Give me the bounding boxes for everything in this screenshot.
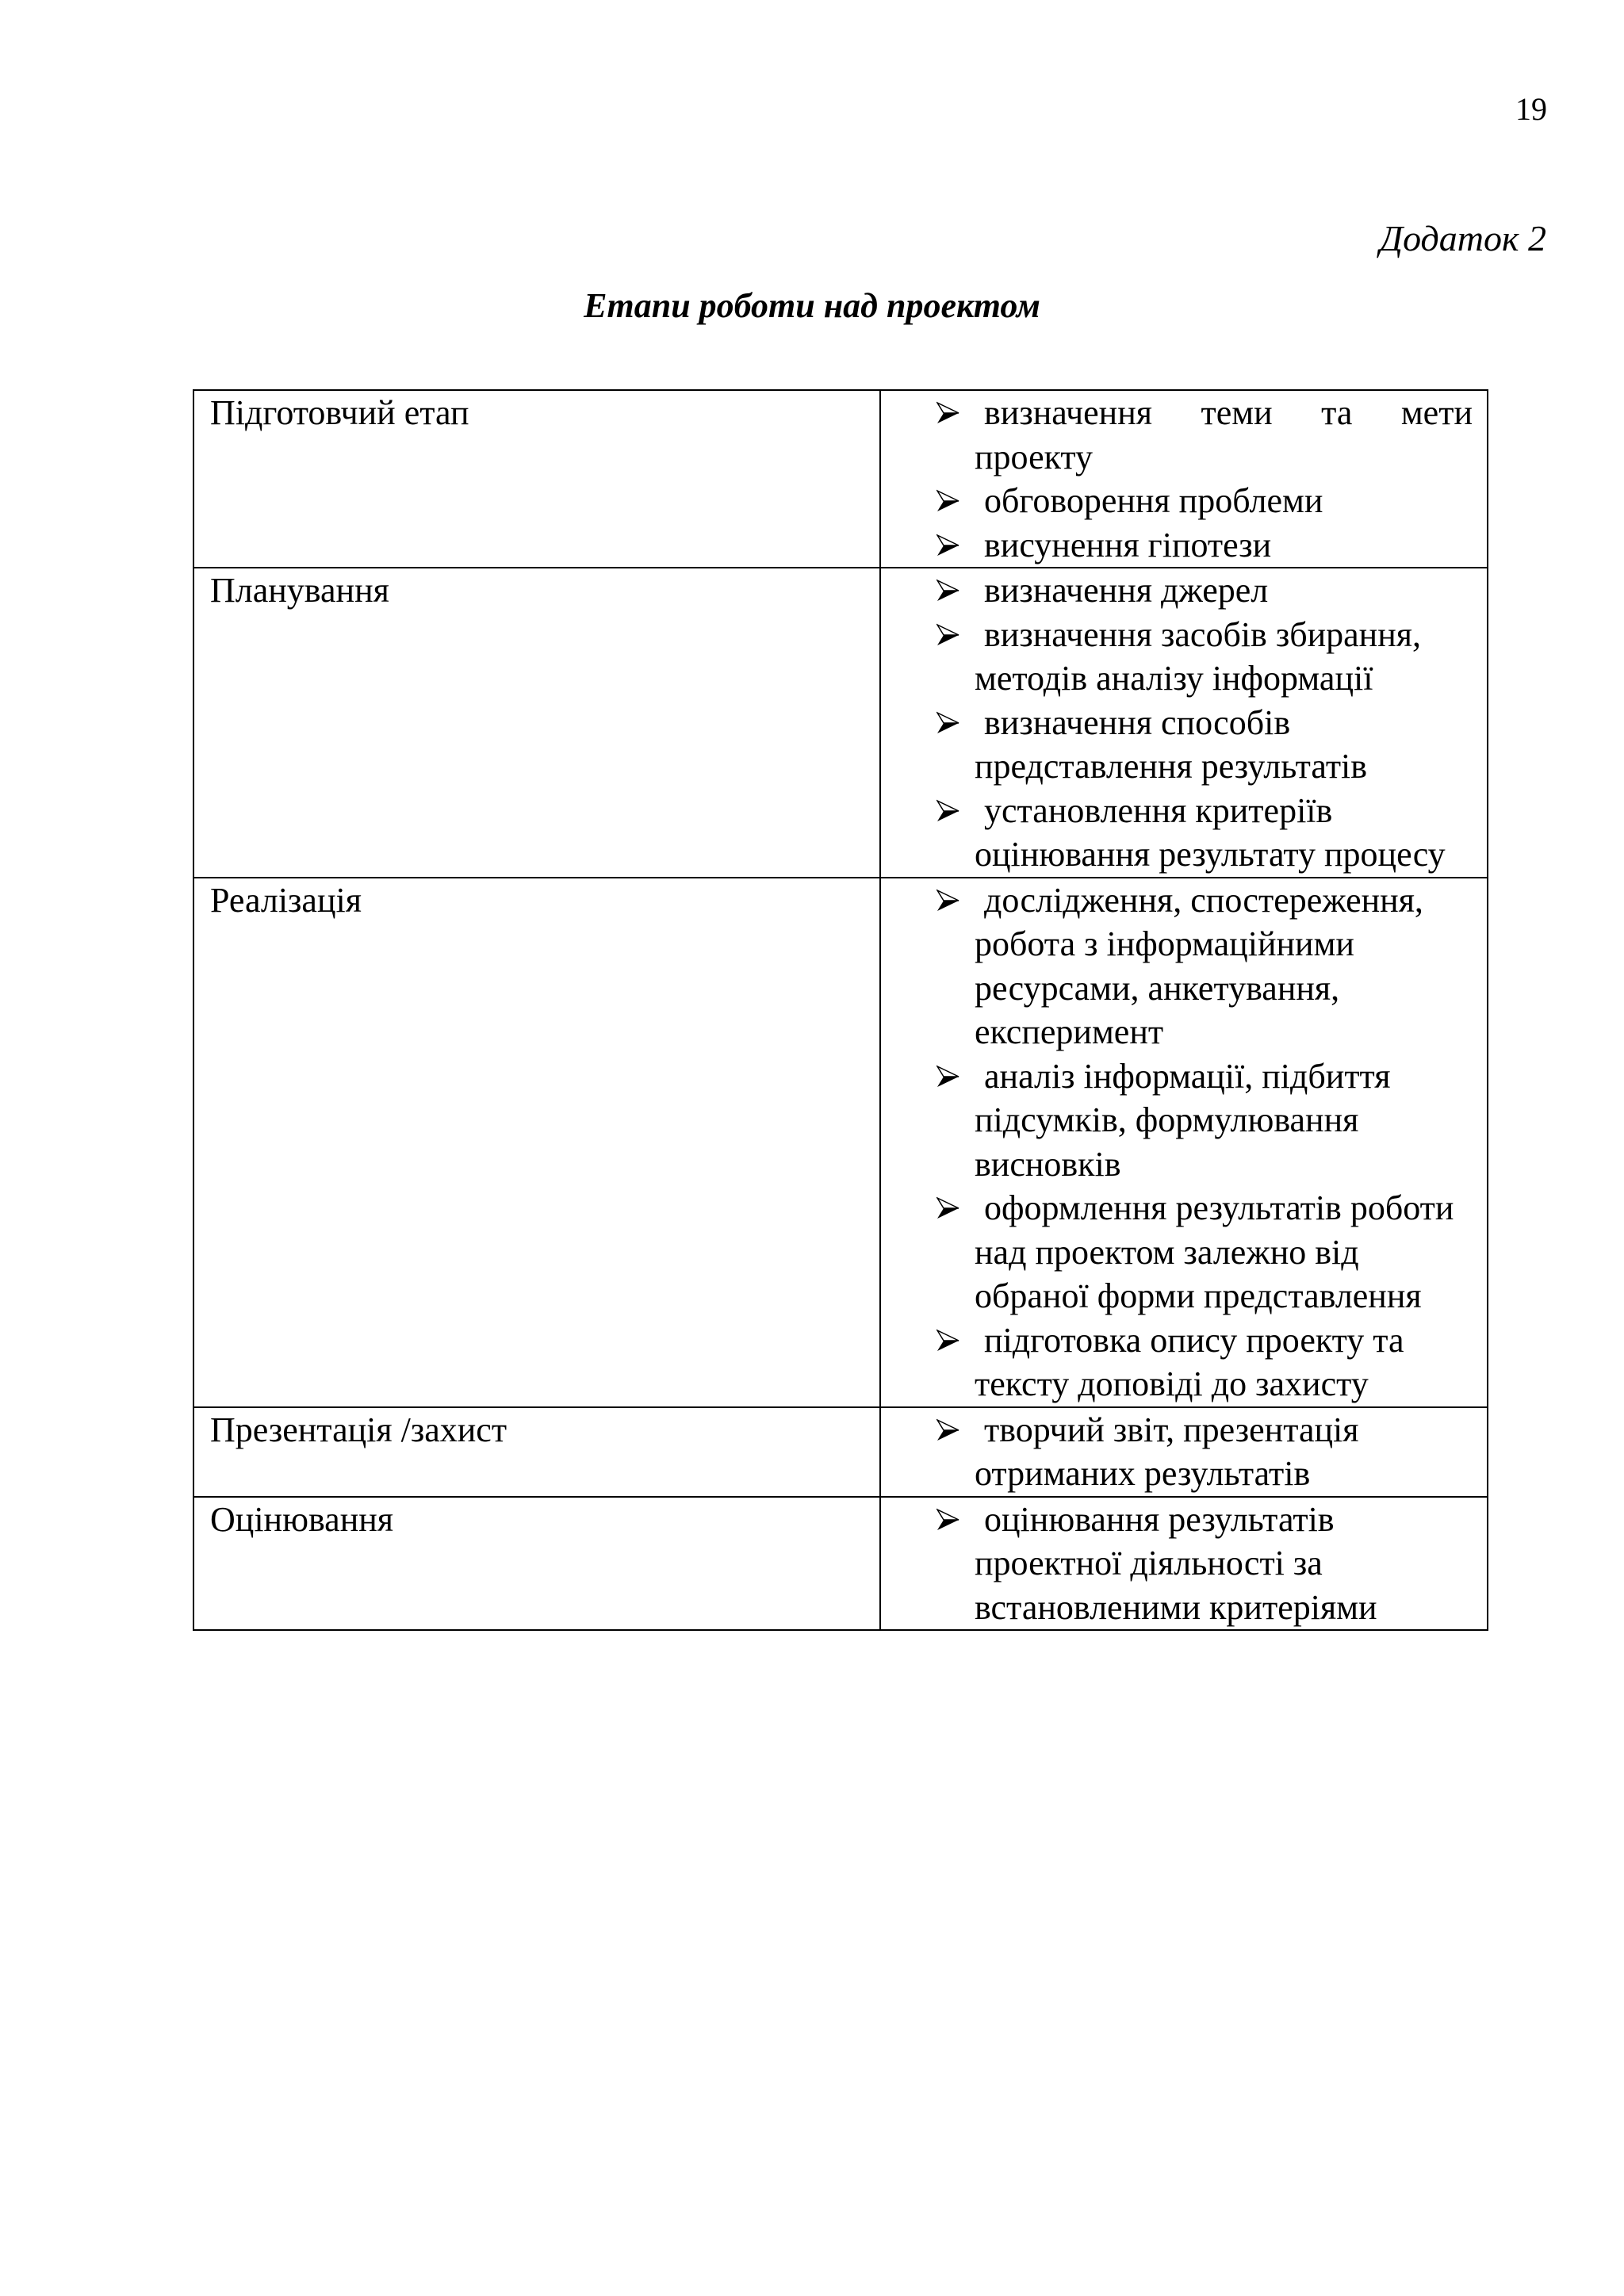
stage-row [193, 1407, 1488, 1497]
stage-row [193, 568, 1488, 878]
action-item [936, 391, 1473, 479]
action-list [936, 1408, 1473, 1496]
action-text: визначення засобів збирання, методів аналізу інформації [975, 614, 1422, 698]
action-item [936, 701, 1473, 789]
project-stages-table [193, 389, 1488, 1631]
arrowhead-bullet-icon [936, 1418, 960, 1442]
action-list [936, 1498, 1473, 1630]
action-list [936, 878, 1473, 1406]
action-item [936, 613, 1473, 701]
arrowhead-bullet-icon [936, 1196, 960, 1220]
action-text: творчий звіт, презентація отриманих результатів [975, 1410, 1359, 1493]
document-title: Етапи роботи над проектом [584, 286, 1040, 325]
action-list [936, 568, 1473, 877]
action-text: визначення теми та мети проекту [975, 393, 1473, 476]
stage-row [193, 878, 1488, 1407]
action-item [936, 523, 1473, 568]
action-item [936, 878, 1473, 1054]
arrowhead-bullet-icon [936, 534, 960, 557]
stage-row [193, 390, 1488, 568]
stage-name-cell [193, 390, 880, 568]
action-text: обговорення проблеми [984, 481, 1323, 520]
arrowhead-bullet-icon [936, 1329, 960, 1353]
stage-actions-cell [880, 878, 1488, 1407]
arrowhead-bullet-icon [936, 489, 960, 513]
project-stages-body [193, 390, 1488, 1630]
action-text: дослідження, спостереження, робота з інформаційними ресурсами, анкетування, експеримент [975, 880, 1423, 1051]
stage-name: Планування [210, 571, 389, 610]
action-item [936, 568, 1473, 613]
stage-actions-cell [880, 568, 1488, 878]
action-item [936, 789, 1473, 877]
action-text: визначення способів представлення результатів [975, 702, 1368, 786]
action-item [936, 1054, 1473, 1187]
stage-name: Підготовчий етап [210, 393, 469, 432]
action-text: визначення джерел [984, 571, 1269, 610]
stage-name: Оцінювання [210, 1499, 394, 1539]
page-number: 19 [1515, 91, 1547, 127]
arrowhead-bullet-icon [936, 1065, 960, 1089]
action-item [936, 479, 1473, 523]
action-text: установлення критеріїв оцінювання результату процесу [975, 790, 1446, 874]
arrowhead-bullet-icon [936, 711, 960, 735]
action-text: оцінювання результатів проектної діяльності за встановленими критеріями [975, 1499, 1377, 1627]
action-item [936, 1186, 1473, 1318]
action-text: висунення гіпотези [984, 525, 1272, 564]
stage-name-cell [193, 1497, 880, 1631]
arrowhead-bullet-icon [936, 1508, 960, 1532]
stage-actions-cell [880, 390, 1488, 568]
action-item [936, 1498, 1473, 1630]
action-item [936, 1318, 1473, 1406]
stage-actions-cell [880, 1407, 1488, 1497]
arrowhead-bullet-icon [936, 799, 960, 823]
action-text: аналіз інформації, підбиття підсумків, формулювання висновків [975, 1056, 1391, 1184]
stage-name: Презентація /захист [210, 1410, 508, 1449]
stage-row [193, 1497, 1488, 1631]
action-text: оформлення результатів роботи над проектом залежно від обраної форми представлення [975, 1188, 1454, 1315]
stage-actions-cell [880, 1497, 1488, 1631]
arrowhead-bullet-icon [936, 889, 960, 913]
action-item [936, 1408, 1473, 1496]
action-list [936, 391, 1473, 567]
stage-name-cell [193, 1407, 880, 1497]
appendix-label: Додаток 2 [1379, 218, 1546, 258]
stage-name: Реалізація [210, 880, 362, 920]
stage-name-cell [193, 878, 880, 1407]
arrowhead-bullet-icon [936, 579, 960, 603]
arrowhead-bullet-icon [936, 401, 960, 425]
action-text: підготовка опису проекту та тексту доповіді до захисту [975, 1320, 1404, 1403]
arrowhead-bullet-icon [936, 623, 960, 647]
stage-name-cell [193, 568, 880, 878]
